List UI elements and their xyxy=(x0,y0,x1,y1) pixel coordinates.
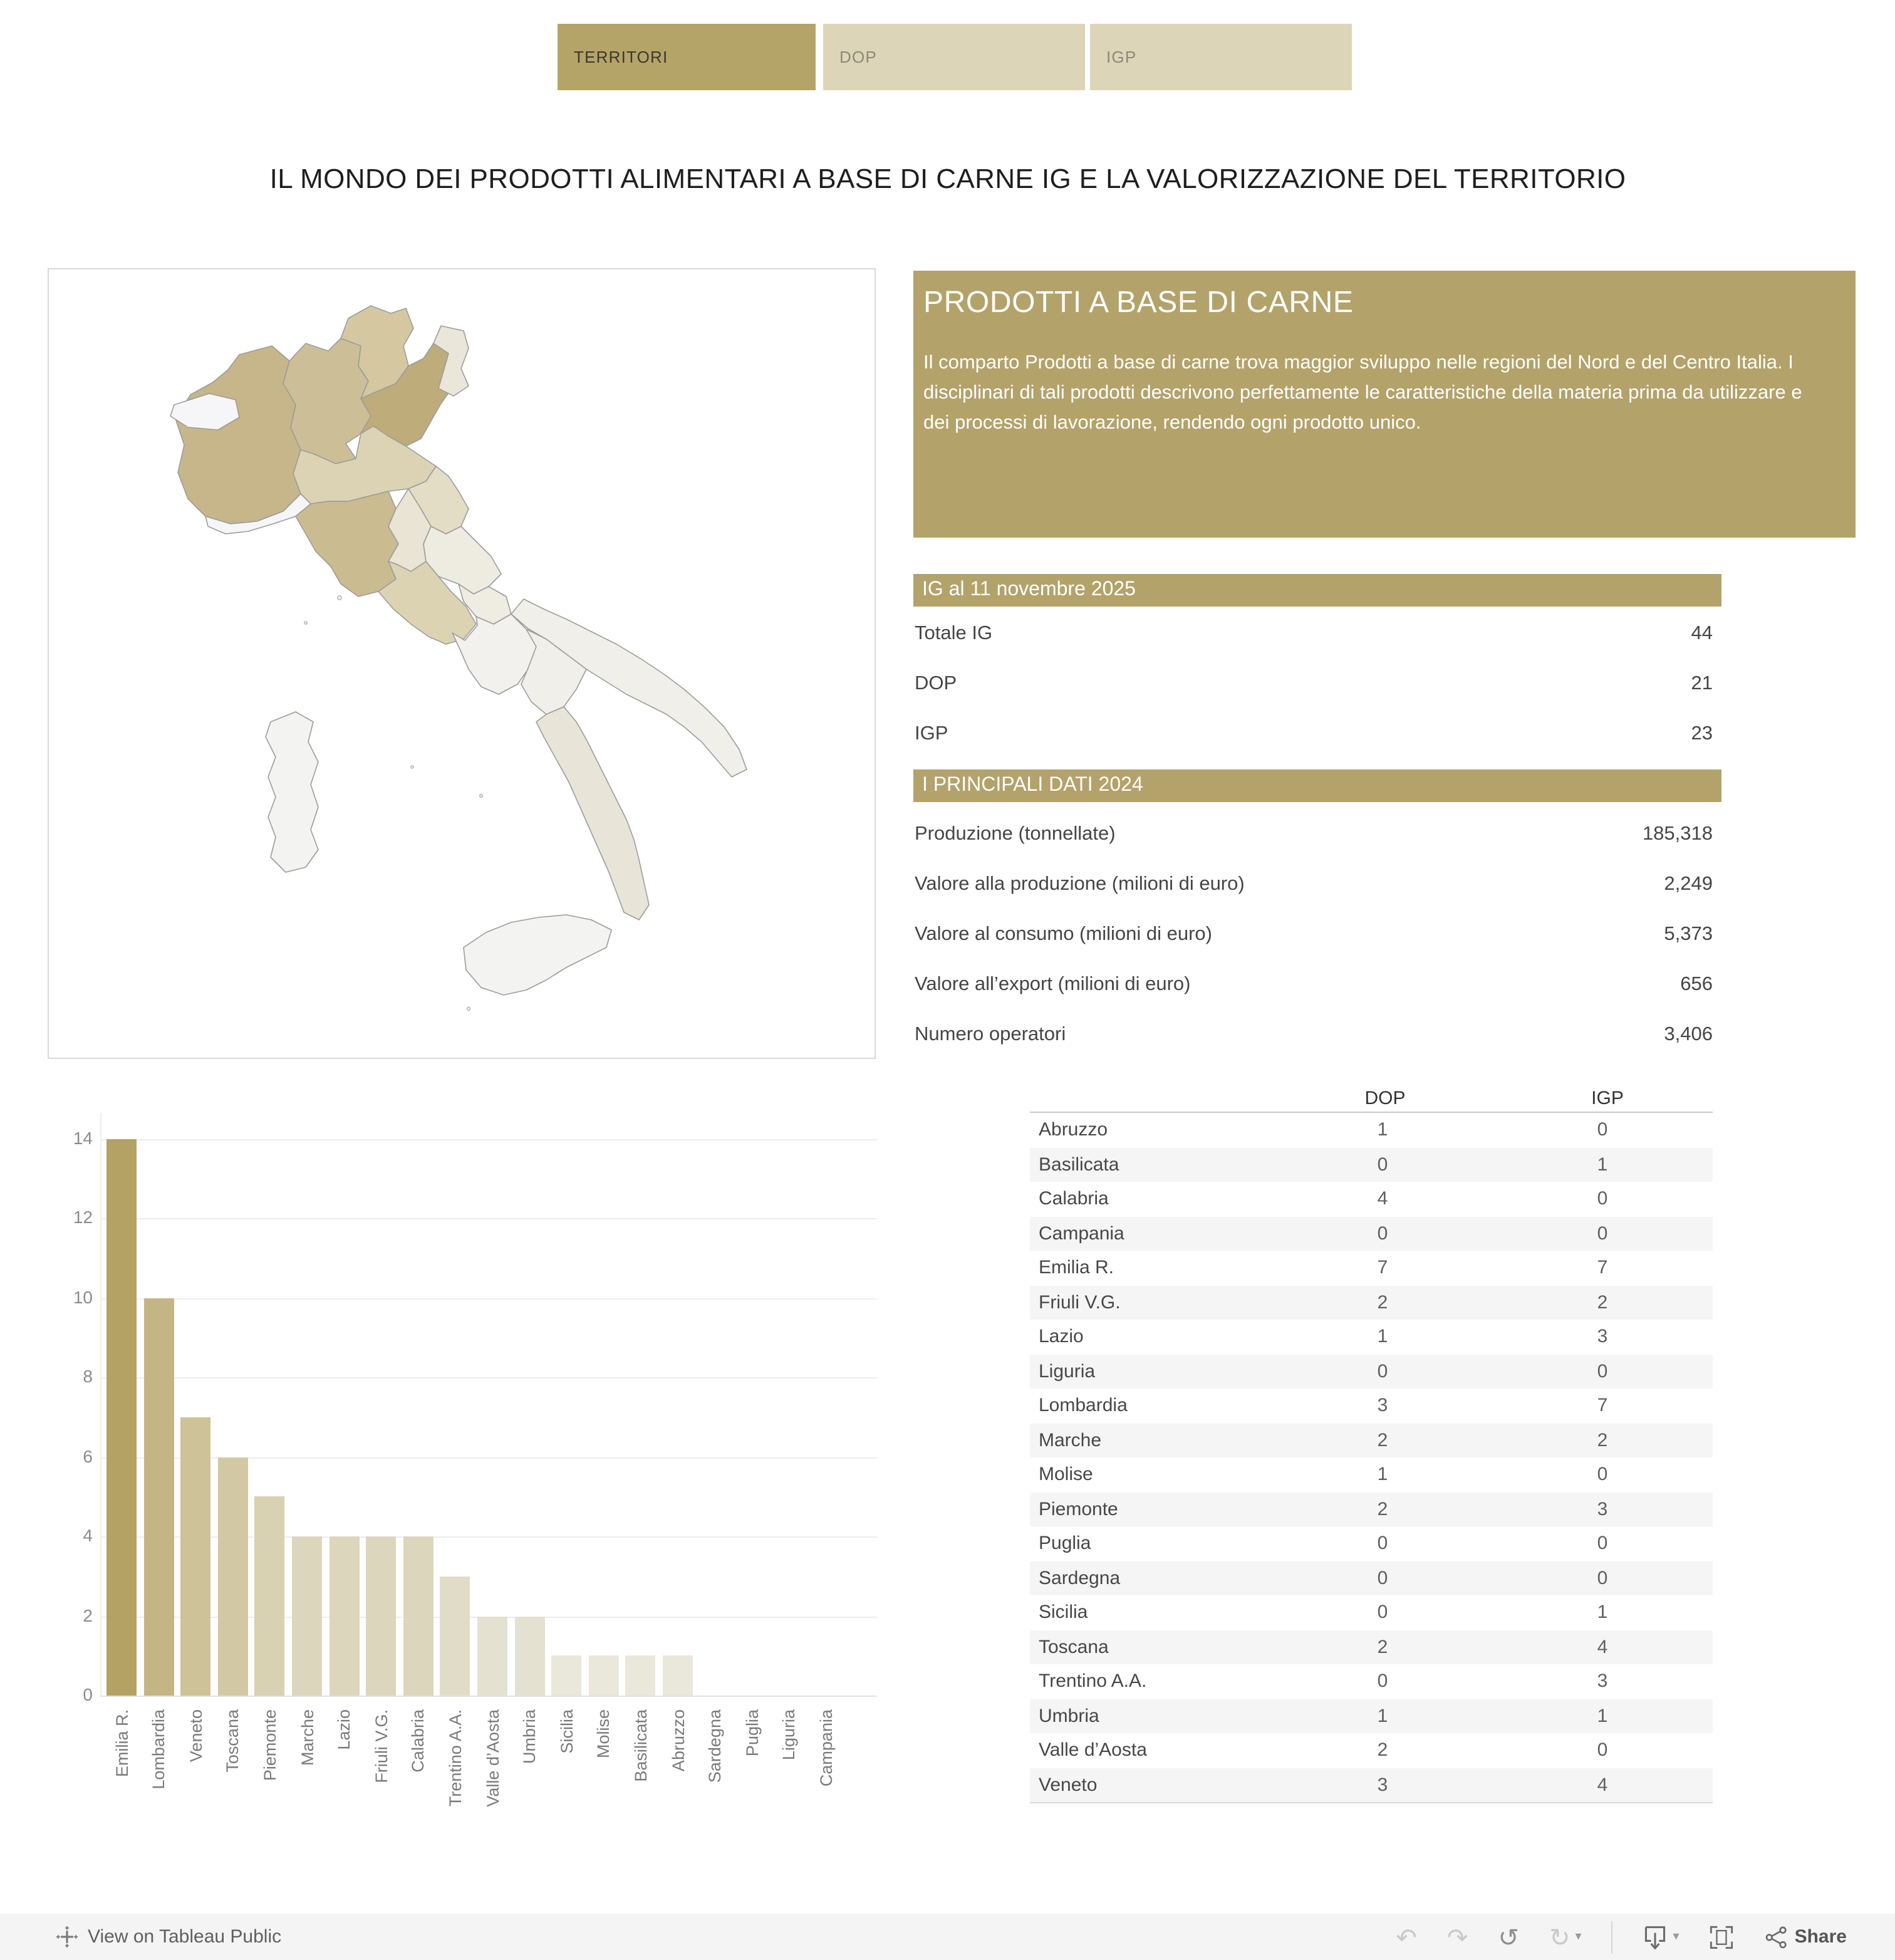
tab-bar xyxy=(558,24,1352,90)
y-axis-tick-label: 6 xyxy=(83,1446,93,1466)
stat-value: 5,373 xyxy=(1664,924,1713,945)
table-row-piemonte[interactable] xyxy=(1030,1492,1713,1526)
x-axis-label-valle-d-aosta: Valle d’Aosta xyxy=(483,1709,502,1807)
info-panel-body: Il comparto Prodotti a base di carne trova maggior sviluppo nelle regioni del Nord e del Centro Italia. I disciplinari di tali prodotti descrivono perfettamente le caratteristiche della materia prima da utilizzare e dei processi di lavorazione, rendendo ogni prodotto unico. xyxy=(923,352,1802,434)
dop-value: 0 xyxy=(1377,1602,1388,1624)
dop-value: 0 xyxy=(1377,1154,1388,1175)
region-table-body xyxy=(1030,1113,1713,1802)
stat-row xyxy=(915,860,1713,910)
table-row-sicilia[interactable] xyxy=(1030,1595,1713,1630)
gridline xyxy=(100,1139,877,1140)
igp-value: 2 xyxy=(1597,1291,1608,1313)
dop-value: 1 xyxy=(1377,1119,1388,1141)
igp-column-header: IGP xyxy=(1591,1088,1624,1109)
table-bottom-border xyxy=(1030,1802,1713,1805)
section-header-ig: IG al 11 novembre 2025 xyxy=(913,574,1721,607)
x-axis-label-basilicata: Basilicata xyxy=(631,1709,650,1782)
igp-value: 0 xyxy=(1597,1188,1608,1210)
x-axis-label-friuli-v-g: Friuli V.G. xyxy=(371,1709,391,1783)
map-region-sicilia[interactable] xyxy=(464,915,611,995)
table-row-umbria[interactable] xyxy=(1030,1699,1713,1733)
stat-label: Valore all’export (milioni di euro) xyxy=(915,974,1191,995)
refresh-icon: ↻ xyxy=(1549,1922,1571,1952)
bar-toscana[interactable] xyxy=(218,1457,248,1696)
share-button[interactable] xyxy=(1765,1924,1847,1949)
region-name: Puglia xyxy=(1039,1533,1091,1555)
x-axis-label-calabria: Calabria xyxy=(408,1709,428,1773)
stat-row xyxy=(915,709,1713,759)
gridline xyxy=(100,1218,877,1219)
y-axis-tick-label: 0 xyxy=(83,1684,93,1704)
y-axis-tick-label: 8 xyxy=(83,1366,93,1386)
x-axis-label-piemonte: Piemonte xyxy=(260,1709,279,1781)
region-name: Trentino A.A. xyxy=(1039,1671,1147,1692)
dop-value: 0 xyxy=(1377,1222,1388,1244)
undo-icon: ↶ xyxy=(1396,1922,1417,1952)
x-axis-label-abruzzo: Abruzzo xyxy=(668,1709,687,1772)
small-island xyxy=(304,622,307,624)
dop-value: 2 xyxy=(1377,1739,1388,1761)
gridline xyxy=(100,1536,877,1538)
stat-value: 3,406 xyxy=(1664,1024,1713,1045)
x-axis-label-sicilia: Sicilia xyxy=(557,1709,576,1754)
igp-value: 0 xyxy=(1597,1567,1608,1589)
dop-value: 4 xyxy=(1377,1188,1388,1210)
stat-label: DOP xyxy=(915,673,957,694)
bar-calabria[interactable] xyxy=(403,1536,434,1696)
tab-igp[interactable]: IGP xyxy=(1090,24,1352,90)
map-region-toscana[interactable] xyxy=(296,491,398,597)
y-axis-tick-label: 2 xyxy=(83,1605,93,1625)
reset-icon: ↺ xyxy=(1498,1922,1519,1952)
stat-label: IGP xyxy=(915,723,948,744)
igp-value: 7 xyxy=(1597,1395,1608,1417)
map-region-calabria[interactable] xyxy=(536,707,649,920)
dop-value: 2 xyxy=(1377,1498,1388,1520)
region-name: Piemonte xyxy=(1039,1498,1118,1520)
bar-sicilia[interactable] xyxy=(551,1656,581,1696)
table-row-veneto[interactable] xyxy=(1030,1768,1713,1802)
x-axis-label-toscana: Toscana xyxy=(223,1709,242,1773)
y-axis-tick-label: 10 xyxy=(73,1286,93,1306)
table-row-calabria[interactable] xyxy=(1030,1182,1713,1216)
tab-territori[interactable]: TERRITORI xyxy=(558,24,816,90)
igp-value: 4 xyxy=(1597,1774,1608,1796)
igp-value: 0 xyxy=(1597,1222,1608,1244)
download-button[interactable] xyxy=(1643,1923,1680,1951)
dop-value: 3 xyxy=(1377,1774,1388,1796)
table-row-marche[interactable] xyxy=(1030,1423,1713,1457)
bar-marche[interactable] xyxy=(292,1536,322,1696)
igp-value: 0 xyxy=(1597,1533,1608,1555)
region-name: Veneto xyxy=(1039,1774,1098,1796)
stat-row xyxy=(915,1010,1713,1060)
stat-row xyxy=(915,609,1713,659)
bar-abruzzo[interactable] xyxy=(663,1656,693,1696)
bar-umbria[interactable] xyxy=(514,1616,544,1696)
x-axis-label-marche: Marche xyxy=(298,1709,316,1766)
table-row-lombardia[interactable] xyxy=(1030,1389,1713,1423)
dop-value: 0 xyxy=(1377,1671,1388,1692)
region-name: Molise xyxy=(1039,1464,1093,1486)
region-name: Calabria xyxy=(1039,1188,1109,1210)
region-name: Liguria xyxy=(1039,1360,1096,1382)
table-row-puglia[interactable] xyxy=(1030,1526,1713,1561)
bar-piemonte[interactable] xyxy=(255,1497,285,1696)
dop-value: 1 xyxy=(1377,1326,1388,1348)
stat-label: Produzione (tonnellate) xyxy=(915,823,1116,845)
bar-valle-d-aosta[interactable] xyxy=(477,1616,507,1696)
stat-label: Valore alla produzione (milioni di euro) xyxy=(915,873,1245,895)
x-axis-label-liguria: Liguria xyxy=(779,1709,799,1761)
gridline xyxy=(100,1457,877,1458)
dropdown-caret-icon: ▾ xyxy=(1575,1930,1582,1944)
table-row-friuli-v-g[interactable] xyxy=(1030,1285,1713,1320)
igp-value: 0 xyxy=(1597,1739,1608,1761)
region-name: Toscana xyxy=(1039,1636,1109,1658)
igp-value: 0 xyxy=(1597,1119,1608,1141)
igp-value: 1 xyxy=(1597,1154,1608,1175)
y-axis-tick-label: 12 xyxy=(73,1207,93,1227)
region-name: Umbria xyxy=(1039,1705,1099,1727)
italy-map-panel xyxy=(48,268,876,1059)
table-row-toscana[interactable] xyxy=(1030,1630,1713,1664)
x-axis-label-molise: Molise xyxy=(594,1709,613,1759)
toolbar-separator xyxy=(1612,1921,1613,1953)
bar-lombardia[interactable] xyxy=(143,1298,174,1696)
dop-value: 1 xyxy=(1377,1464,1388,1486)
italy-choropleth-map xyxy=(49,269,875,1058)
stat-value: 185,318 xyxy=(1642,823,1713,845)
redo-button[interactable] xyxy=(1446,1922,1468,1952)
dop-value: 2 xyxy=(1377,1636,1388,1658)
region-name: Marche xyxy=(1039,1429,1102,1451)
gridline xyxy=(100,1696,877,1697)
igp-value: 2 xyxy=(1597,1429,1608,1451)
region-name: Sicilia xyxy=(1039,1602,1088,1624)
bar-emilia-r[interactable] xyxy=(106,1139,137,1696)
dop-value: 1 xyxy=(1377,1705,1388,1727)
table-row-basilicata[interactable] xyxy=(1030,1147,1713,1182)
stat-value: 2,249 xyxy=(1664,873,1713,895)
dop-value: 0 xyxy=(1377,1567,1388,1589)
stat-value: 21 xyxy=(1691,673,1713,694)
download-icon xyxy=(1643,1923,1668,1951)
dop-value: 7 xyxy=(1377,1257,1388,1279)
dati-stats xyxy=(915,810,1713,1060)
region-name: Emilia R. xyxy=(1039,1257,1114,1279)
x-axis-label-sardegna: Sardegna xyxy=(705,1709,725,1783)
small-island xyxy=(467,1007,470,1010)
map-region-piemonte[interactable] xyxy=(175,346,301,524)
small-island xyxy=(480,795,483,798)
stat-value: 23 xyxy=(1691,723,1713,744)
dop-value: 2 xyxy=(1377,1291,1388,1313)
x-axis-label-veneto: Veneto xyxy=(186,1709,205,1763)
table-row-molise[interactable] xyxy=(1030,1457,1713,1492)
igp-value: 1 xyxy=(1597,1705,1608,1727)
undo-button[interactable] xyxy=(1396,1922,1417,1952)
info-panel xyxy=(913,271,1856,538)
region-name: Friuli V.G. xyxy=(1039,1291,1121,1313)
y-axis-line xyxy=(100,1113,101,1696)
page-title: IL MONDO DEI PRODOTTI ALIMENTARI A BASE DI CARNE IG E LA VALORIZZAZIONE DEL TERRITORIO xyxy=(269,163,1626,194)
refresh-button[interactable] xyxy=(1549,1922,1582,1952)
info-panel-title: PRODOTTI A BASE DI CARNE xyxy=(923,286,1354,320)
table-row-emilia-r[interactable] xyxy=(1030,1251,1713,1285)
gridline xyxy=(100,1377,877,1379)
tab-dop[interactable]: DOP xyxy=(823,24,1085,90)
bar-lazio[interactable] xyxy=(329,1536,359,1696)
dop-value: 0 xyxy=(1377,1533,1388,1555)
gridline xyxy=(100,1298,877,1299)
igp-value: 7 xyxy=(1597,1257,1608,1279)
stat-row xyxy=(915,659,1713,709)
stat-value: 656 xyxy=(1680,974,1713,995)
igp-value: 3 xyxy=(1597,1326,1608,1348)
y-axis-tick-label: 4 xyxy=(83,1525,93,1545)
stat-label: Totale IG xyxy=(915,623,993,644)
region-name: Lazio xyxy=(1039,1326,1084,1348)
bar-trentino-a-a[interactable] xyxy=(440,1577,470,1696)
igp-value: 0 xyxy=(1597,1360,1608,1382)
dop-value: 0 xyxy=(1377,1360,1388,1382)
bar-basilicata[interactable] xyxy=(626,1656,656,1696)
footer-left[interactable] xyxy=(56,1926,281,1947)
section-header-dati: I PRINCIPALI DATI 2024 xyxy=(913,769,1721,802)
dop-value: 3 xyxy=(1377,1395,1388,1417)
bar-molise[interactable] xyxy=(589,1656,619,1696)
igp-value: 3 xyxy=(1597,1671,1608,1692)
fullscreen-button[interactable] xyxy=(1710,1924,1735,1949)
table-row-valle-d-aosta[interactable] xyxy=(1030,1733,1713,1768)
ig-stats xyxy=(915,609,1713,759)
x-axis-label-lazio: Lazio xyxy=(335,1709,354,1750)
igp-value: 3 xyxy=(1597,1498,1608,1520)
reset-button[interactable] xyxy=(1498,1922,1519,1952)
view-on-tableau-link[interactable]: View on Tableau Public xyxy=(88,1926,282,1947)
dop-column-header: DOP xyxy=(1364,1088,1406,1109)
dropdown-caret-icon: ▾ xyxy=(1673,1930,1680,1944)
igp-value: 0 xyxy=(1597,1464,1608,1486)
share-label: Share xyxy=(1794,1926,1847,1947)
x-axis-label-campania: Campania xyxy=(816,1709,836,1787)
small-island xyxy=(411,766,413,768)
region-name: Valle d’Aosta xyxy=(1039,1739,1147,1761)
footer-toolbar xyxy=(1396,1921,1847,1953)
stat-row xyxy=(915,960,1713,1010)
x-axis-label-umbria: Umbria xyxy=(520,1709,539,1765)
table-row-trentino-a-a[interactable] xyxy=(1030,1664,1713,1699)
table-row-abruzzo[interactable] xyxy=(1030,1113,1713,1147)
dop-value: 2 xyxy=(1377,1429,1388,1451)
region-name: Lombardia xyxy=(1039,1395,1128,1417)
igp-value: 4 xyxy=(1597,1636,1608,1658)
x-axis-label-emilia-r: Emilia R. xyxy=(112,1709,131,1778)
redo-icon: ↷ xyxy=(1446,1922,1468,1952)
region-table-header xyxy=(1030,1085,1713,1113)
igp-value: 1 xyxy=(1597,1602,1608,1624)
region-name: Abruzzo xyxy=(1039,1119,1108,1141)
small-island xyxy=(338,596,341,600)
share-icon xyxy=(1765,1924,1790,1949)
stat-label: Numero operatori xyxy=(915,1024,1066,1045)
bar-veneto[interactable] xyxy=(180,1417,210,1696)
stat-label: Valore al consumo (milioni di euro) xyxy=(915,924,1212,945)
x-axis-label-lombardia: Lombardia xyxy=(149,1709,169,1790)
table-row-lazio[interactable] xyxy=(1030,1320,1713,1354)
table-row-sardegna[interactable] xyxy=(1030,1561,1713,1595)
tableau-footer xyxy=(0,1914,1895,1960)
x-axis-label-puglia: Puglia xyxy=(742,1709,762,1757)
table-row-liguria[interactable] xyxy=(1030,1354,1713,1389)
fullscreen-icon xyxy=(1710,1924,1735,1949)
bar-friuli-v-g[interactable] xyxy=(366,1536,396,1696)
map-region-sardegna[interactable] xyxy=(266,712,318,872)
stat-row xyxy=(915,810,1713,860)
y-axis-tick-label: 14 xyxy=(73,1127,93,1147)
stat-row xyxy=(915,910,1713,960)
tableau-logo xyxy=(56,1926,78,1947)
stat-value: 44 xyxy=(1691,623,1713,644)
ig-by-region-bar-chart xyxy=(48,1103,900,1911)
region-name: Sardegna xyxy=(1039,1567,1121,1589)
region-name: Basilicata xyxy=(1039,1154,1119,1175)
x-axis-label-trentino-a-a: Trentino A.A. xyxy=(445,1709,465,1807)
region-name: Campania xyxy=(1039,1222,1124,1244)
region-table xyxy=(1030,1085,1713,1805)
table-row-campania[interactable] xyxy=(1030,1216,1713,1251)
